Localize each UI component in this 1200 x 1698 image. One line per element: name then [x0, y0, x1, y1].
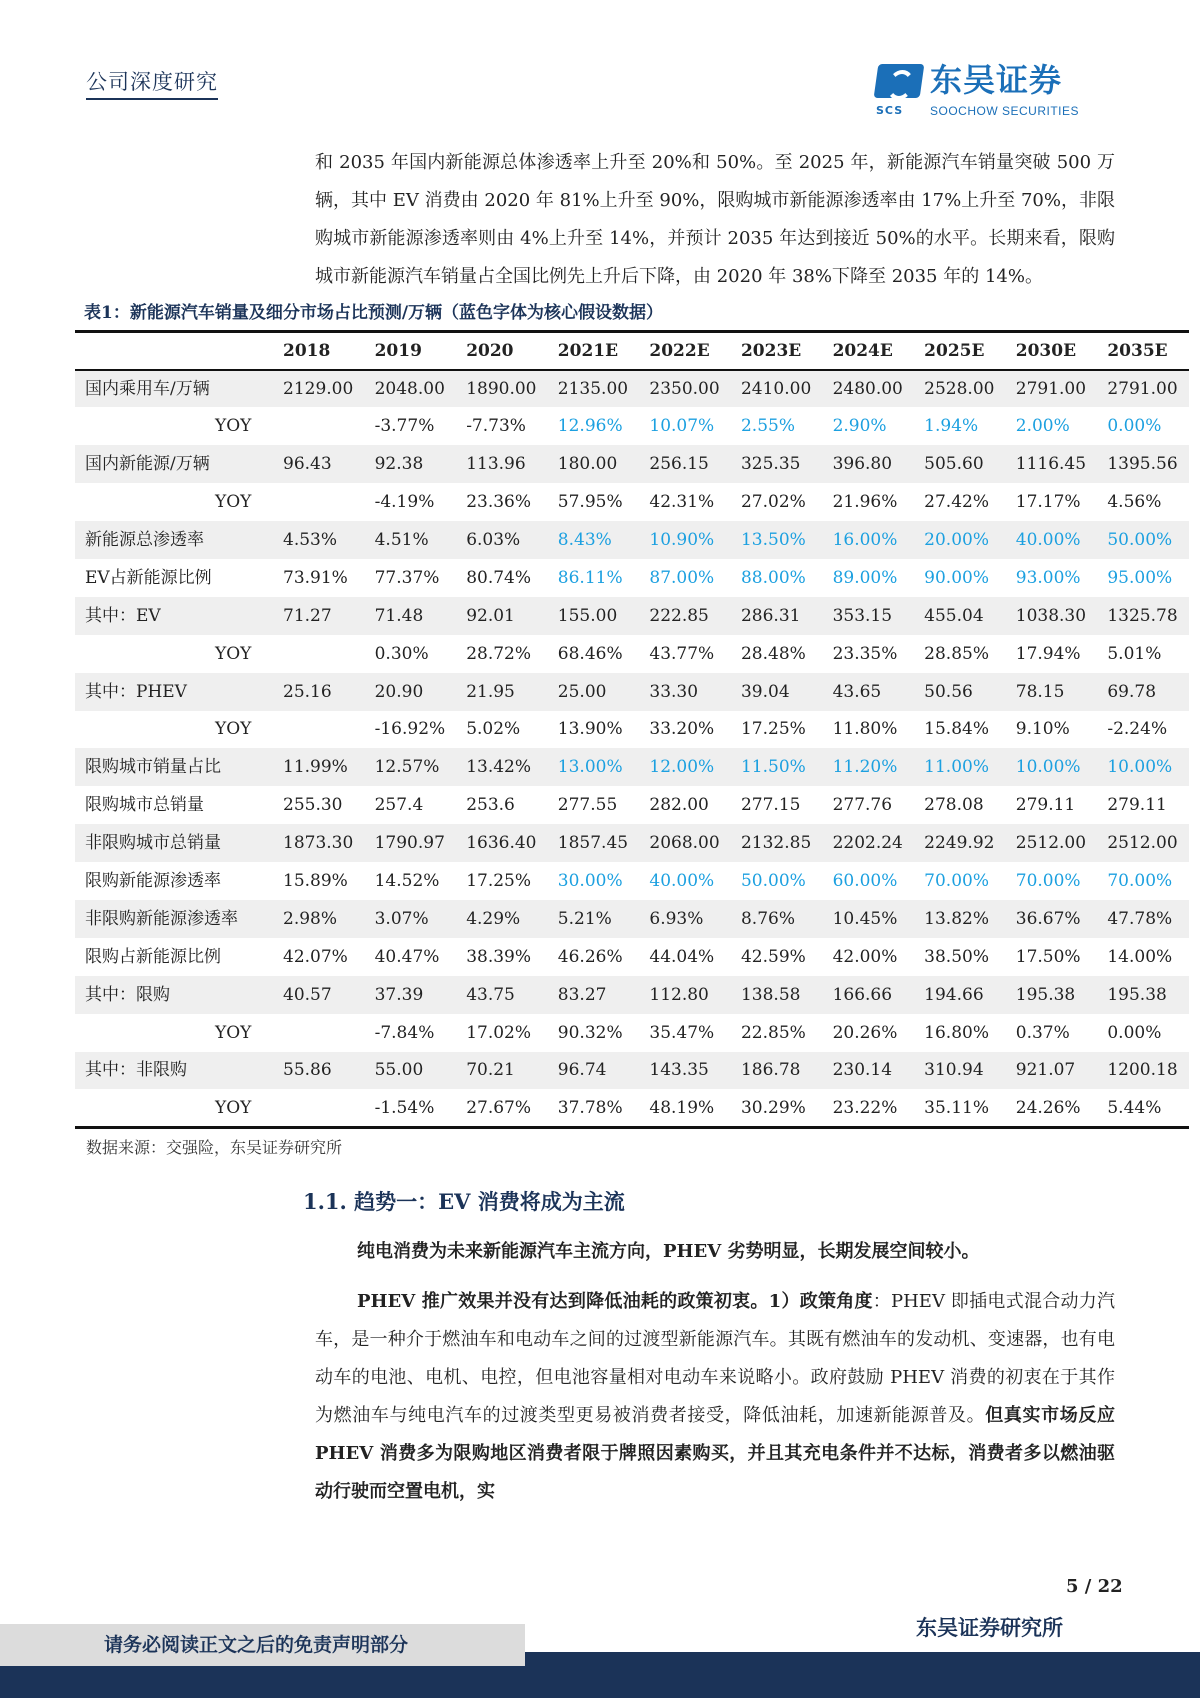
table-cell: 253.6: [466, 795, 515, 816]
table-cell: 194.66: [914, 976, 1006, 1014]
row-label: 新能源总渗透率: [75, 521, 273, 559]
row-label: 限购城市销量占比: [75, 748, 273, 786]
table-cell: 2791.00: [1006, 370, 1098, 408]
table-cell: 42.31%: [649, 492, 715, 513]
row-label: YOY: [215, 719, 252, 740]
table-cell: 12.96%: [557, 416, 623, 437]
table-cell: 11.80%: [832, 719, 898, 740]
table-cell: 4.51%: [365, 521, 457, 559]
table-cell: 2132.85: [731, 824, 823, 862]
table-cell: 38.39%: [466, 946, 532, 967]
row-label: YOY: [215, 643, 252, 664]
logo-abbr: SCS: [876, 104, 904, 117]
table-cell: 2135.00: [548, 370, 640, 408]
table-cell: 92.38: [365, 445, 457, 483]
table-source: 数据来源：交强险，东吴证券研究所: [86, 1137, 343, 1157]
table-cell: 42.59%: [740, 946, 806, 967]
table-cell: 36.67%: [1006, 900, 1098, 938]
table-cell: 92.01: [456, 597, 548, 635]
table-cell: 180.00: [548, 445, 640, 483]
table-cell: 2.98%: [273, 900, 365, 938]
column-header: 2019: [365, 332, 457, 370]
table-row: [75, 673, 1189, 711]
column-header: 2025E: [914, 332, 1006, 370]
table-cell: 78.15: [1006, 673, 1098, 711]
table-cell: 257.4: [374, 795, 424, 816]
table-row: [75, 748, 1189, 786]
table-cell: 23.35%: [832, 643, 898, 664]
table-cell: 286.31: [731, 597, 823, 635]
table-row: [75, 635, 1189, 673]
column-header: 2023E: [731, 332, 823, 370]
table-cell: 2791.00: [1097, 370, 1189, 408]
table-cell: 5.01%: [1107, 643, 1162, 664]
table-cell: 21.96%: [832, 492, 898, 513]
column-header: 2030E: [1006, 332, 1098, 370]
row-label: 限购城市总销量: [85, 795, 204, 816]
table-cell: 1325.78: [1097, 597, 1189, 635]
column-header: 2022E: [639, 332, 731, 370]
section-lead: 纯电消费为未来新能源汽车主流方向，PHEV 劣势明显，长期发展空间较小。: [357, 1240, 980, 1262]
table-row: [75, 938, 1189, 976]
table-cell: 12.00%: [639, 748, 731, 786]
table-cell: -4.19%: [374, 492, 435, 513]
table-cell: -1.54%: [374, 1097, 435, 1118]
table-cell: 60.00%: [832, 871, 898, 892]
table-cell: 17.25%: [740, 719, 806, 740]
table-cell: 90.00%: [924, 567, 989, 588]
table-cell: 55.00: [365, 1052, 457, 1090]
table-cell: 28.72%: [466, 643, 532, 664]
table-cell: 46.26%: [557, 946, 623, 967]
table-cell: 155.00: [548, 597, 640, 635]
table-cell: 2480.00: [823, 370, 915, 408]
table-cell: 43.75: [456, 976, 548, 1014]
table-cell: 69.78: [1097, 673, 1189, 711]
table-cell: 17.02%: [466, 1022, 532, 1043]
table-cell: 17.25%: [466, 871, 532, 892]
row-label: 国内乘用车/万辆: [75, 370, 273, 408]
table-cell: -16.92%: [374, 719, 446, 740]
table-row: [75, 711, 1189, 749]
table-cell: 70.21: [456, 1052, 548, 1090]
table-cell: 222.85: [639, 597, 731, 635]
table-cell: 2512.00: [1006, 824, 1098, 862]
table-cell: [273, 407, 365, 445]
table-cell: 55.86: [273, 1052, 365, 1090]
table-cell: 4.56%: [1107, 492, 1162, 513]
table-cell: 195.38: [1006, 976, 1098, 1014]
column-header: 2024E: [823, 332, 915, 370]
table-cell: 15.89%: [283, 871, 348, 892]
table-cell: [273, 1014, 365, 1052]
table-cell: 14.52%: [374, 871, 440, 892]
table-cell: 10.00%: [1097, 748, 1189, 786]
table-cell: 255.30: [283, 795, 343, 816]
table-cell: 23.36%: [466, 492, 532, 513]
table-cell: 310.94: [914, 1052, 1006, 1090]
row-label: EV占新能源比例: [85, 567, 212, 588]
row-label: YOY: [215, 416, 252, 437]
table-cell: 277.55: [557, 795, 618, 816]
table-cell: 278.08: [924, 795, 984, 816]
table-cell: 71.27: [273, 597, 365, 635]
page-number: 5 / 22: [1066, 1576, 1123, 1597]
table-cell: 43.65: [823, 673, 915, 711]
table-cell: 50.00%: [740, 871, 806, 892]
table-cell: 40.00%: [649, 871, 715, 892]
table-row: [75, 483, 1189, 521]
table-cell: 38.50%: [924, 946, 989, 967]
row-label: YOY: [215, 1097, 252, 1118]
column-header: 2035E: [1097, 332, 1189, 370]
table-cell: 505.60: [914, 445, 1006, 483]
table-cell: 256.15: [639, 445, 731, 483]
table-cell: 5.21%: [548, 900, 640, 938]
table-cell: 40.57: [273, 976, 365, 1014]
table-cell: 455.04: [914, 597, 1006, 635]
table-cell: [273, 1089, 365, 1127]
row-label: 其中：限购: [75, 976, 273, 1014]
table-cell: 37.39: [365, 976, 457, 1014]
table-row: [75, 445, 1189, 483]
table-cell: 396.80: [823, 445, 915, 483]
table-row: [75, 407, 1189, 445]
row-label: YOY: [215, 1022, 252, 1043]
row-label: 其中：EV: [75, 597, 273, 635]
table-cell: 1636.40: [456, 824, 548, 862]
table-cell: 47.78%: [1097, 900, 1189, 938]
table-cell: 10.00%: [1006, 748, 1098, 786]
table-cell: 42.00%: [832, 946, 898, 967]
table-row: [75, 1052, 1189, 1090]
body-bold-2: 但真实市场反应 PHEV 消费多为限购地区消费者限于牌照因素购买，并且其充电条件并不达标，消费者多以燃油驱动行驶而空置电机，实: [315, 1404, 1116, 1502]
disclaimer-link[interactable]: 请务必阅读正文之后的免责声明部分: [104, 1634, 409, 1656]
table-cell: 1790.97: [365, 824, 457, 862]
table-cell: 93.00%: [1015, 567, 1081, 588]
table-cell: 6.03%: [456, 521, 548, 559]
row-label: YOY: [215, 492, 252, 513]
table-cell: 11.50%: [731, 748, 823, 786]
table-cell: 39.04: [731, 673, 823, 711]
table-cell: 20.26%: [832, 1022, 898, 1043]
table-cell: 3.07%: [365, 900, 457, 938]
column-header: 2018: [273, 332, 365, 370]
table-cell: 2.90%: [832, 416, 887, 437]
table-row: [75, 597, 1189, 635]
table-cell: 9.10%: [1015, 719, 1070, 740]
table-cell: 30.29%: [740, 1097, 806, 1118]
table-cell: 44.04%: [649, 946, 715, 967]
logo-en: SOOCHOW SECURITIES: [930, 104, 1080, 118]
table-row: [75, 1014, 1189, 1052]
table-cell: 12.57%: [365, 748, 457, 786]
table-cell: 35.11%: [924, 1097, 989, 1118]
table-cell: 325.35: [731, 445, 823, 483]
table-row: [75, 786, 1189, 824]
table-cell: 88.00%: [740, 567, 806, 588]
table-caption: 表1：新能源汽车销量及细分市场占比预测/万辆（蓝色字体为核心假设数据）: [84, 303, 664, 323]
table-header-row: [75, 332, 1189, 370]
table-cell: 28.48%: [740, 643, 806, 664]
table-cell: 70.00%: [1107, 871, 1173, 892]
table-cell: 70.00%: [1015, 871, 1081, 892]
table-cell: 0.30%: [374, 643, 429, 664]
table-cell: 1395.56: [1097, 445, 1189, 483]
row-label: 国内新能源/万辆: [75, 445, 273, 483]
table-cell: 138.58: [731, 976, 823, 1014]
table-cell: 17.94%: [1015, 643, 1081, 664]
forecast-table: [75, 330, 1189, 1129]
table-row: [75, 900, 1189, 938]
table-row: [75, 521, 1189, 559]
table-cell: 70.00%: [924, 871, 989, 892]
row-label: 其中：非限购: [75, 1052, 273, 1090]
column-header: 2020: [456, 332, 548, 370]
intro-paragraph: 和 2035 年国内新能源总体渗透率上升至 20%和 50%。至 2025 年，新能源汽车销量突破 500 万辆，其中 EV 消费由 2020 年 81%上升至 90%，限购城市新能源渗透率由 17%上升至 70%，非限购城市新能源渗透率则由 4%上升至 14%，并预计 2035 年达到接近 50%的水平。长期来看，限购城市新能源汽车销量占全国比例先上升后下降，由 2020 年 38%下降至 2035 年的 14%。: [315, 152, 1115, 287]
table-cell: 1200.18: [1097, 1052, 1189, 1090]
table-cell: [273, 635, 365, 673]
table-cell: 11.20%: [823, 748, 915, 786]
table-cell: 353.15: [823, 597, 915, 635]
table-cell: 30.00%: [557, 871, 623, 892]
table-cell: [273, 483, 365, 521]
table-row: [75, 370, 1189, 408]
table-cell: 4.53%: [273, 521, 365, 559]
table-cell: 17.17%: [1015, 492, 1081, 513]
table-cell: 277.76: [832, 795, 893, 816]
table-cell: -2.24%: [1107, 719, 1168, 740]
table-cell: 13.90%: [557, 719, 623, 740]
table-cell: 112.80: [639, 976, 731, 1014]
table-cell: 90.32%: [557, 1022, 623, 1043]
table-cell: 48.19%: [649, 1097, 715, 1118]
table-cell: 4.29%: [456, 900, 548, 938]
table-cell: 1890.00: [456, 370, 548, 408]
table-cell: 279.11: [1015, 795, 1076, 816]
table-cell: 1.94%: [924, 416, 979, 437]
table-cell: 2410.00: [731, 370, 823, 408]
table-cell: [273, 711, 365, 749]
table-cell: 50.56: [914, 673, 1006, 711]
table-cell: 2.00%: [1015, 416, 1070, 437]
table-cell: 2129.00: [273, 370, 365, 408]
table-cell: 57.95%: [557, 492, 623, 513]
table-cell: 17.50%: [1015, 946, 1081, 967]
body-text-1: ：PHEV 即插电式混合动力汽车，是一种介于燃油车和电动车之间的过渡型新能源汽车。其既有燃油车的发动机、变速器，也有电动车的电池、电机、电控，但电池容量相对电动车来说略小。政府鼓励 PHEV 消费的初衷在于其作为燃油车与纯电汽车的过渡类型更易被消费者接受，降低油耗，加速新能源普及。: [315, 1290, 1115, 1426]
table-cell: 95.00%: [1107, 567, 1173, 588]
table-cell: 40.47%: [374, 946, 440, 967]
table-cell: 1873.30: [273, 824, 365, 862]
table-cell: 40.00%: [1006, 521, 1098, 559]
column-header: 2021E: [548, 332, 640, 370]
table-cell: 10.07%: [649, 416, 715, 437]
table-cell: 13.42%: [456, 748, 548, 786]
table-cell: 16.80%: [924, 1022, 989, 1043]
table-cell: 2068.00: [639, 824, 731, 862]
table-cell: 50.00%: [1097, 521, 1189, 559]
table-row: [75, 824, 1189, 862]
row-label: 非限购新能源渗透率: [75, 900, 273, 938]
table-cell: 8.43%: [548, 521, 640, 559]
table-cell: 96.74: [548, 1052, 640, 1090]
table-cell: 0.00%: [1107, 416, 1162, 437]
table-cell: 6.93%: [639, 900, 731, 938]
table-cell: -3.77%: [374, 416, 435, 437]
row-label: 其中：PHEV: [75, 673, 273, 711]
table-cell: -7.84%: [374, 1022, 435, 1043]
table-cell: 13.00%: [548, 748, 640, 786]
table-cell: 86.11%: [557, 567, 623, 588]
table-cell: 80.74%: [466, 567, 532, 588]
table-cell: 5.44%: [1107, 1097, 1162, 1118]
table-cell: 73.91%: [283, 567, 348, 588]
table-cell: 87.00%: [649, 567, 715, 588]
table-row: [75, 1089, 1189, 1127]
table-row: [75, 862, 1189, 900]
table-cell: 230.14: [823, 1052, 915, 1090]
table-cell: 33.20%: [649, 719, 715, 740]
table-cell: 113.96: [456, 445, 548, 483]
body-bold-1: PHEV 推广效果并没有达到降低油耗的政策初衷。1）政策角度: [357, 1290, 873, 1312]
table-cell: 2048.00: [365, 370, 457, 408]
table-cell: 2528.00: [914, 370, 1006, 408]
table-cell: 2202.24: [823, 824, 915, 862]
table-cell: 1116.45: [1006, 445, 1098, 483]
table-cell: 0.00%: [1107, 1022, 1162, 1043]
table-cell: 13.82%: [914, 900, 1006, 938]
table-cell: 96.43: [273, 445, 365, 483]
header-blank: [75, 332, 273, 370]
logo-cn: 东吴证券: [930, 61, 1063, 99]
table-cell: 1038.30: [1006, 597, 1098, 635]
table-cell: 195.38: [1097, 976, 1189, 1014]
table-cell: 2249.92: [914, 824, 1006, 862]
table-cell: 21.95: [456, 673, 548, 711]
table-cell: 0.37%: [1015, 1022, 1070, 1043]
footer-institute: 东吴证券研究所: [916, 1615, 1063, 1640]
table-cell: 11.99%: [273, 748, 365, 786]
table-cell: 2.55%: [740, 416, 795, 437]
table-cell: 68.46%: [557, 643, 623, 664]
table-cell: 282.00: [649, 795, 709, 816]
table-cell: 89.00%: [832, 567, 898, 588]
table-cell: 42.07%: [283, 946, 348, 967]
table-cell: 16.00%: [823, 521, 915, 559]
table-cell: 143.35: [639, 1052, 731, 1090]
report-type-header: 公司深度研究: [86, 68, 218, 100]
table-cell: 20.90: [365, 673, 457, 711]
row-label: 限购占新能源比例: [85, 946, 221, 967]
table-cell: 10.45%: [823, 900, 915, 938]
table-cell: 2350.00: [639, 370, 731, 408]
table-cell: 43.77%: [649, 643, 715, 664]
table-cell: 28.85%: [924, 643, 989, 664]
table-cell: 1857.45: [548, 824, 640, 862]
row-label: 限购新能源渗透率: [85, 871, 221, 892]
table-cell: 83.27: [548, 976, 640, 1014]
table-cell: 186.78: [731, 1052, 823, 1090]
table-cell: 27.42%: [924, 492, 989, 513]
table-cell: 20.00%: [914, 521, 1006, 559]
table-cell: 8.76%: [731, 900, 823, 938]
table-cell: 277.15: [740, 795, 801, 816]
table-cell: 35.47%: [649, 1022, 715, 1043]
table-cell: 921.07: [1006, 1052, 1098, 1090]
table-cell: 11.00%: [914, 748, 1006, 786]
table-cell: 33.30: [639, 673, 731, 711]
table-cell: 77.37%: [374, 567, 440, 588]
table-row: [75, 976, 1189, 1014]
table-cell: 22.85%: [740, 1022, 806, 1043]
soochow-securities-logo: [876, 62, 1136, 122]
main-content: [0, 144, 1200, 1511]
logo-mark-icon: [874, 64, 925, 98]
table-cell: 37.78%: [557, 1097, 623, 1118]
row-label: 非限购城市总销量: [75, 824, 273, 862]
table-cell: 10.90%: [639, 521, 731, 559]
table-cell: -7.73%: [466, 416, 526, 437]
section-heading: 1.1. 趋势一：EV 消费将成为主流: [303, 1188, 625, 1214]
table-cell: 25.16: [273, 673, 365, 711]
table-cell: 27.02%: [740, 492, 806, 513]
table-cell: 279.11: [1107, 795, 1167, 816]
table-cell: 166.66: [823, 976, 915, 1014]
table-cell: 13.50%: [731, 521, 823, 559]
table-cell: 25.00: [548, 673, 640, 711]
table-row: [75, 559, 1189, 597]
table-cell: 15.84%: [924, 719, 989, 740]
section-body: [315, 1283, 1115, 1511]
table-cell: 27.67%: [466, 1097, 532, 1118]
table-cell: 2512.00: [1097, 824, 1189, 862]
table-cell: 23.22%: [832, 1097, 898, 1118]
table-cell: 5.02%: [466, 719, 521, 740]
table-cell: 14.00%: [1107, 946, 1173, 967]
table-cell: 71.48: [365, 597, 457, 635]
table-cell: 24.26%: [1015, 1097, 1081, 1118]
